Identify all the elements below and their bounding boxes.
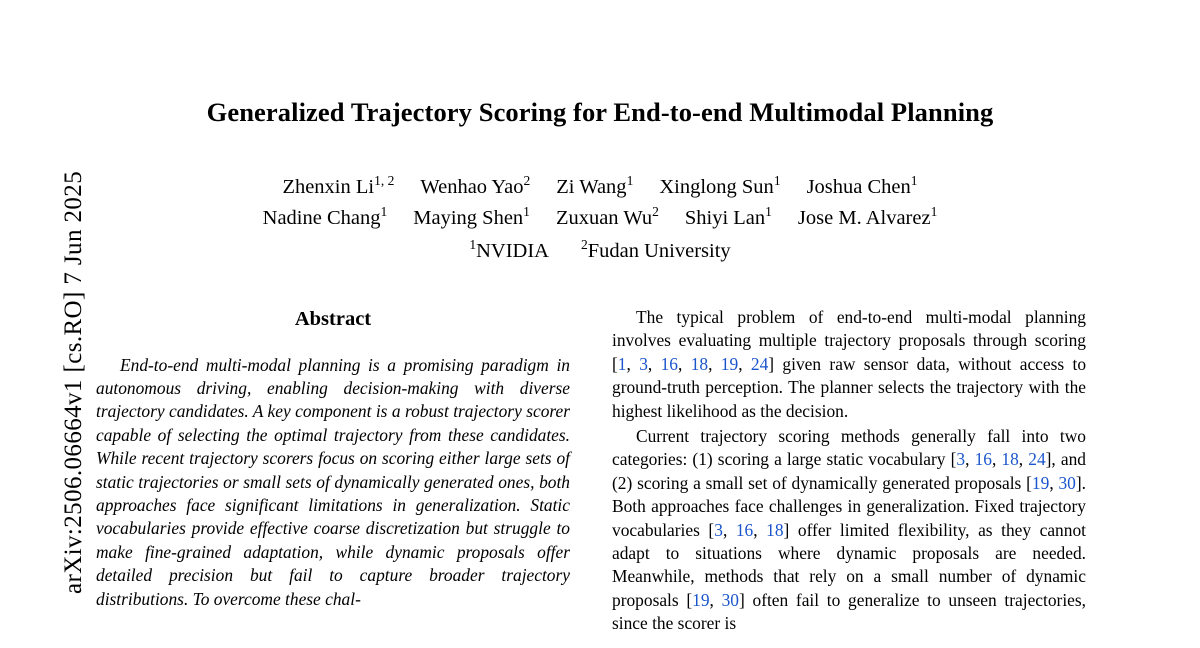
citation-link[interactable]: 18 [690, 353, 709, 374]
author-name-0: Zhenxin Li$^{1, 2}$ [282, 173, 395, 198]
author-affiliation-marker: 1 [765, 204, 772, 220]
affiliation-marker: 2 [580, 237, 588, 253]
affiliation-marker: 1 [469, 237, 477, 253]
abstract-paragraph: End-to-end multi-modal planning is a promising paradigm in autonomous driving, enabling decision-making with diverse trajectory candidates. A key component is a robust trajectory scorer capable of selecting the optimal trajectory from these candidates. While recent trajectory scorers focus on scoring either large sets of static trajectories or small sets of dynamically generated ones, both approaches face significant limitations in generalization. Static vocabularies provide effective coarse discretization but struggle to make fine-grained adaptation, while dynamic proposals offer detailed precision but fail to capture broader trajectory distributions. To overcome these chal- [96, 354, 570, 609]
author-affiliation-marker: 2 [652, 204, 659, 220]
citation-link[interactable]: 18 [766, 519, 784, 540]
author-block [120, 172, 1080, 267]
author-row-2 [120, 203, 1080, 234]
intro-paragraph-1: Current trajectory scoring methods generally fall into two categories: (1) scoring a large static vocabulary [3, 16, 18, 24], and (2) scoring a small set of dynamically generated proposals [19, 30]. Both approaches face challenges in generalization. Fixed trajectory vocabularies [3, 16, 18] offer limited flexibility, as they cannot adapt to situations where dynamic proposals are needed. Meanwhile, methods that rely on a small number of dynamic proposals [19, 30] often fail to generalize to unseen trajectories, since the scorer is [612, 426, 1086, 634]
citation-link[interactable]: 24 [750, 353, 769, 374]
affiliation-row [120, 236, 1080, 267]
abstract-heading: Abstract [294, 308, 372, 330]
author-name-4: Joshua Chen$^1$ [806, 173, 918, 198]
author-affiliation-marker: 1 [626, 173, 634, 189]
citation-link[interactable]: 3 [639, 353, 648, 374]
author-affiliation-marker: 1 [380, 204, 388, 220]
author-affiliation-marker: 1 [910, 173, 918, 189]
author-affiliation-marker: 2 [523, 173, 531, 189]
author-name-3: Shiyi Lan$^1$ [684, 204, 772, 230]
affiliation-0: $^1$NVIDIA [469, 237, 549, 263]
author-affiliation-marker: 1 [523, 204, 530, 220]
citation-link[interactable]: 19 [720, 353, 739, 374]
citation-link[interactable]: 16 [735, 519, 754, 540]
author-name-2: Zi Wang$^1$ [556, 173, 634, 198]
citation-link[interactable]: 24 [1028, 449, 1046, 470]
author-name-3: Xinglong Sun$^1$ [659, 173, 781, 198]
author-affiliation-marker: 1, 2 [374, 173, 395, 189]
affiliation-1: $^2$Fudan University [580, 237, 731, 263]
author-name-4: Jose M. Alvarez$^1$ [797, 204, 938, 230]
citation-link[interactable]: 1 [617, 353, 627, 374]
arxiv-identifier-stamp: arXiv:2506.06664v1 [cs.RO] 7 Jun 2025 [60, 170, 87, 594]
citation-link[interactable]: 16 [660, 353, 678, 374]
citation-link[interactable]: 30 [1058, 472, 1076, 493]
citation-link[interactable]: 18 [1001, 449, 1019, 470]
citation-link[interactable]: 3 [956, 449, 966, 470]
introduction-column [612, 306, 1086, 636]
author-name-1: Maying Shen$^1$ [413, 204, 530, 230]
author-name-1: Wenhao Yao$^2$ [420, 173, 531, 198]
citation-link[interactable]: 19 [692, 589, 710, 610]
abstract-text [96, 354, 570, 611]
author-name-0: Nadine Chang$^1$ [262, 204, 388, 230]
citation-link[interactable]: 16 [974, 449, 992, 470]
citation-link[interactable]: 30 [721, 589, 739, 610]
citation-link[interactable]: 3 [714, 519, 723, 540]
author-affiliation-marker: 1 [773, 173, 781, 189]
body-columns [0, 306, 1200, 648]
author-name-2: Zuxuan Wu$^2$ [555, 204, 659, 230]
citation-link[interactable]: 19 [1031, 472, 1050, 493]
abstract-column [96, 306, 570, 611]
page-title: Generalized Trajectory Scoring for End-to-end Multimodal Planning [206, 97, 994, 127]
author-row-1 [120, 172, 1080, 203]
author-affiliation-marker: 1 [930, 204, 938, 220]
intro-paragraph-0: The typical problem of end-to-end multi-modal planning involves evaluating multiple trajectory proposals through scoring [1, 3, 16, 18, 19, 24] given raw sensor data, without access to ground-truth perception. The planner selects the trajectory with the highest likelihood as the decision. [612, 307, 1087, 421]
